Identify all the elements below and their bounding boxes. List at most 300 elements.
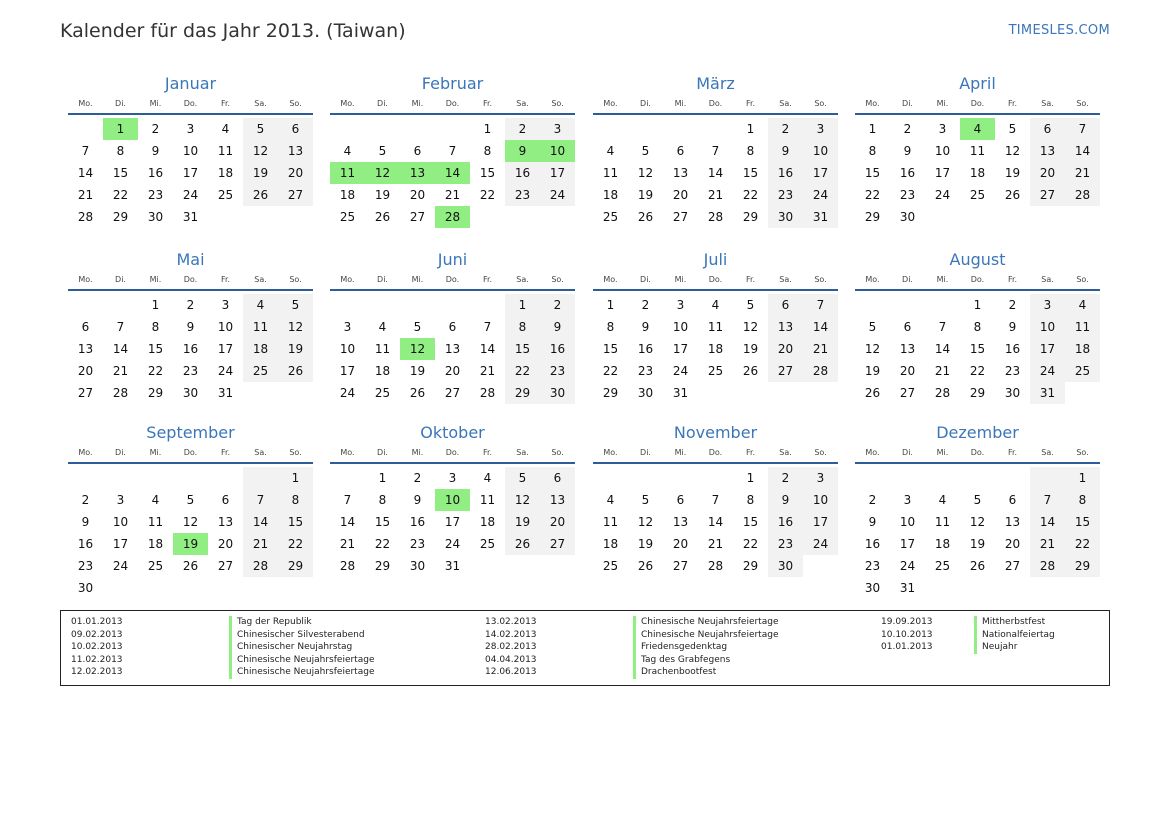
- day-cell-empty: [1065, 382, 1100, 404]
- weekday-header: [855, 95, 1100, 115]
- weekday-label: Sa.: [779, 275, 792, 284]
- day-cell: 16: [864, 537, 881, 551]
- day-cell: 1: [151, 298, 160, 312]
- day-cell: 6: [1030, 118, 1065, 140]
- day-cell-empty: [890, 467, 925, 489]
- weekday-label: Mo.: [603, 99, 618, 108]
- day-cell: 20: [768, 338, 803, 360]
- day-cell: 6: [540, 467, 575, 489]
- day-cell: 10: [112, 515, 129, 529]
- day-cell: 22: [602, 364, 619, 378]
- day-grid: [593, 294, 838, 404]
- day-cell: 24: [217, 364, 234, 378]
- day-cell: 17: [540, 162, 575, 184]
- day-cell: 30: [768, 555, 803, 577]
- day-cell: 25: [602, 210, 619, 224]
- weekday-label: So.: [814, 448, 827, 457]
- weekday-label: Do.: [970, 448, 985, 457]
- month-mai: [68, 249, 313, 404]
- day-cell: 25: [1065, 360, 1100, 382]
- day-cell: 16: [409, 515, 426, 529]
- day-cell: 21: [1030, 533, 1065, 555]
- day-cell: 4: [1065, 294, 1100, 316]
- day-cell: 4: [711, 298, 720, 312]
- day-cell: 3: [1030, 294, 1065, 316]
- day-cell: 23: [899, 188, 916, 202]
- month-name: August: [949, 250, 1006, 269]
- day-cell: 15: [112, 166, 129, 180]
- day-cell-empty: [330, 118, 365, 140]
- weekday-label: So.: [551, 448, 564, 457]
- legend-date: 09.02.2013: [71, 629, 123, 640]
- day-cell: 22: [969, 364, 986, 378]
- day-cell: 18: [602, 537, 619, 551]
- weekday-label: Di.: [377, 99, 388, 108]
- month-dezember: [855, 422, 1100, 599]
- day-cell: 17: [672, 342, 689, 356]
- day-cell: 1: [505, 294, 540, 316]
- day-cell: 11: [969, 144, 986, 158]
- day-cell: 31: [182, 210, 199, 224]
- day-cell: 7: [938, 320, 947, 334]
- day-cell: 16: [1004, 342, 1021, 356]
- month-name: April: [959, 74, 996, 93]
- day-cell: 21: [77, 188, 94, 202]
- legend-date: 11.02.2013: [71, 654, 123, 665]
- day-cell: 18: [147, 537, 164, 551]
- day-cell: 8: [868, 144, 877, 158]
- day-cell: 25: [147, 559, 164, 573]
- weekday-header: [593, 444, 838, 464]
- month-name: Oktober: [420, 423, 485, 442]
- day-cell: 1: [378, 471, 387, 485]
- day-cell: 20: [899, 364, 916, 378]
- day-cell-empty: [470, 294, 505, 316]
- day-cell: 25: [479, 537, 496, 551]
- day-cell: 14: [112, 342, 129, 356]
- day-cell: 2: [151, 122, 160, 136]
- day-cell: 23: [77, 559, 94, 573]
- weekday-label: Sa.: [254, 275, 267, 284]
- day-cell: 18: [243, 338, 278, 360]
- weekday-label: Fr.: [220, 99, 231, 108]
- weekday-label: Do.: [183, 275, 198, 284]
- weekday-label: Do.: [970, 99, 985, 108]
- day-cell: 15: [1065, 511, 1100, 533]
- day-cell: 15: [864, 166, 881, 180]
- day-cell: 13: [444, 342, 461, 356]
- day-cell: 30: [540, 382, 575, 404]
- day-cell: 7: [116, 320, 125, 334]
- legend-date: 12.06.2013: [485, 667, 537, 677]
- legend-holiday-name: Tag der Republik: [229, 616, 312, 629]
- day-cell: 31: [444, 559, 461, 573]
- day-cell: 25: [934, 559, 951, 573]
- day-cell: 12: [400, 338, 435, 360]
- weekday-label: Mi.: [936, 275, 949, 284]
- day-cell: 7: [448, 144, 457, 158]
- day-cell: 19: [173, 533, 208, 555]
- day-cell: 20: [672, 188, 689, 202]
- weekday-header: [68, 271, 313, 291]
- day-cell: 21: [479, 364, 496, 378]
- day-cell: 6: [448, 320, 457, 334]
- day-cell: 11: [330, 162, 365, 184]
- weekday-label: Mi.: [149, 448, 162, 457]
- day-cell: 12: [742, 320, 759, 334]
- legend-date: 28.02.2013: [485, 642, 537, 652]
- day-cell: 2: [903, 122, 912, 136]
- weekday-label: Mo.: [78, 448, 93, 457]
- day-cell-empty: [243, 382, 278, 404]
- day-cell: 1: [868, 122, 877, 136]
- weekday-label: Di.: [377, 448, 388, 457]
- day-cell: 28: [934, 386, 951, 400]
- day-cell: 27: [672, 210, 689, 224]
- day-cell: 27: [540, 533, 575, 555]
- day-cell-empty: [470, 206, 505, 228]
- day-cell: 14: [1065, 140, 1100, 162]
- brand-logo-text[interactable]: TIMESLES.COM: [1008, 23, 1110, 38]
- weekday-label: Fr.: [745, 275, 756, 284]
- day-cell: 6: [1008, 493, 1017, 507]
- legend-holiday-name: Chinesischer Neujahrstag: [229, 641, 352, 654]
- weekday-label: So.: [551, 275, 564, 284]
- day-cell: 8: [746, 493, 755, 507]
- day-cell: 5: [278, 294, 313, 316]
- weekday-header: [68, 95, 313, 115]
- month-name: Dezember: [936, 423, 1019, 442]
- weekday-label: Mi.: [149, 275, 162, 284]
- weekday-label: Sa.: [1041, 448, 1054, 457]
- month-name: November: [673, 423, 758, 442]
- day-grid: [330, 467, 575, 577]
- day-cell: 17: [803, 511, 838, 533]
- day-cell: 21: [1065, 162, 1100, 184]
- day-cell-empty: [138, 467, 173, 489]
- day-cell: 4: [606, 144, 615, 158]
- day-cell: 21: [243, 533, 278, 555]
- day-cell: 4: [378, 320, 387, 334]
- weekday-header: [330, 444, 575, 464]
- day-cell: 1: [973, 298, 982, 312]
- legend-date: 04.04.2013: [485, 654, 537, 665]
- day-cell: 27: [899, 386, 916, 400]
- weekday-header: [593, 95, 838, 115]
- day-cell: 6: [903, 320, 912, 334]
- weekday-label: Fr.: [1007, 275, 1018, 284]
- day-cell: 26: [409, 386, 426, 400]
- day-cell: 10: [899, 515, 916, 529]
- day-cell-empty: [925, 294, 960, 316]
- day-cell-empty: [1030, 206, 1065, 228]
- day-cell: 8: [151, 320, 160, 334]
- day-cell: 4: [606, 493, 615, 507]
- weekday-header: [593, 271, 838, 291]
- day-cell: 5: [505, 467, 540, 489]
- day-cell: 5: [1008, 122, 1017, 136]
- day-cell-empty: [243, 206, 278, 228]
- day-cell-empty: [890, 294, 925, 316]
- day-cell: 4: [151, 493, 160, 507]
- day-cell: 30: [182, 386, 199, 400]
- day-cell: 8: [116, 144, 125, 158]
- day-cell: 15: [742, 515, 759, 529]
- day-cell: 3: [186, 122, 195, 136]
- day-cell: 20: [409, 188, 426, 202]
- day-cell-empty: [628, 467, 663, 489]
- day-cell: 6: [413, 144, 422, 158]
- day-cell: 19: [1004, 166, 1021, 180]
- day-cell-empty: [243, 577, 278, 599]
- weekday-label: Do.: [970, 275, 985, 284]
- day-cell: 13: [540, 489, 575, 511]
- day-cell: 2: [81, 493, 90, 507]
- day-cell: 17: [803, 162, 838, 184]
- day-cell: 15: [374, 515, 391, 529]
- day-cell-empty: [208, 577, 243, 599]
- legend-holiday-name: Chinesischer Silvesterabend: [229, 629, 365, 642]
- day-cell: 17: [339, 364, 356, 378]
- day-cell: 11: [602, 166, 619, 180]
- day-cell: 22: [147, 364, 164, 378]
- day-cell-empty: [103, 294, 138, 316]
- weekday-label: So.: [1076, 99, 1089, 108]
- day-cell: 29: [112, 210, 129, 224]
- day-cell: 29: [278, 555, 313, 577]
- day-cell: 30: [768, 206, 803, 228]
- day-cell: 21: [803, 338, 838, 360]
- day-cell-empty: [698, 118, 733, 140]
- day-cell: 15: [147, 342, 164, 356]
- weekday-label: Mi.: [936, 99, 949, 108]
- day-grid: [68, 118, 313, 228]
- day-cell-empty: [68, 294, 103, 316]
- day-cell: 14: [339, 515, 356, 529]
- day-cell: 3: [676, 298, 685, 312]
- weekday-label: Di.: [902, 99, 913, 108]
- day-cell: 27: [768, 360, 803, 382]
- day-cell: 19: [637, 188, 654, 202]
- day-cell-empty: [173, 577, 208, 599]
- day-cell: 14: [707, 166, 724, 180]
- day-cell-empty: [365, 294, 400, 316]
- weekday-label: Do.: [445, 99, 460, 108]
- day-cell: 14: [707, 515, 724, 529]
- month-april: [855, 73, 1100, 228]
- day-cell: 23: [505, 184, 540, 206]
- day-cell: 22: [1065, 533, 1100, 555]
- day-cell: 29: [602, 386, 619, 400]
- day-cell: 19: [864, 364, 881, 378]
- day-cell: 3: [938, 122, 947, 136]
- weekday-label: Do.: [708, 448, 723, 457]
- day-cell: 13: [217, 515, 234, 529]
- day-cell: 28: [707, 559, 724, 573]
- day-cell: 9: [81, 515, 90, 529]
- day-cell: 5: [746, 298, 755, 312]
- day-cell-empty: [68, 118, 103, 140]
- day-cell: 31: [1030, 382, 1065, 404]
- day-cell: 14: [934, 342, 951, 356]
- weekday-label: Mo.: [78, 275, 93, 284]
- day-cell: 18: [479, 515, 496, 529]
- day-cell: 4: [343, 144, 352, 158]
- day-cell: 24: [112, 559, 129, 573]
- day-cell: 26: [505, 533, 540, 555]
- day-cell: 18: [1065, 338, 1100, 360]
- weekday-label: Do.: [183, 99, 198, 108]
- day-cell: 26: [742, 364, 759, 378]
- day-grid: [855, 467, 1100, 599]
- day-cell: 18: [374, 364, 391, 378]
- day-cell: 27: [217, 559, 234, 573]
- day-cell: 25: [602, 559, 619, 573]
- day-cell: 1: [746, 122, 755, 136]
- day-cell: 10: [435, 489, 470, 511]
- weekday-header: [855, 444, 1100, 464]
- day-cell-empty: [698, 467, 733, 489]
- page-title: Kalender für das Jahr 2013. (Taiwan): [60, 20, 406, 42]
- day-cell: 16: [768, 162, 803, 184]
- day-cell: 11: [147, 515, 164, 529]
- day-cell: 17: [934, 166, 951, 180]
- day-cell-empty: [663, 118, 698, 140]
- weekday-label: Sa.: [516, 448, 529, 457]
- day-cell: 21: [934, 364, 951, 378]
- day-cell-empty: [768, 382, 803, 404]
- month-november: [593, 422, 838, 577]
- day-cell: 10: [339, 342, 356, 356]
- day-cell-empty: [208, 206, 243, 228]
- day-cell: 17: [1030, 338, 1065, 360]
- weekday-header: [330, 271, 575, 291]
- day-cell: 8: [278, 489, 313, 511]
- weekday-label: So.: [289, 275, 302, 284]
- day-cell: 13: [672, 515, 689, 529]
- day-cell-empty: [663, 467, 698, 489]
- month-name: Juli: [703, 250, 728, 269]
- day-cell: 24: [540, 184, 575, 206]
- day-cell: 7: [243, 489, 278, 511]
- legend-holiday-name: Chinesische Neujahrsfeiertage: [229, 654, 374, 667]
- day-cell: 1: [1065, 467, 1100, 489]
- day-cell: 10: [182, 144, 199, 158]
- day-cell: 29: [864, 210, 881, 224]
- day-cell: 13: [672, 166, 689, 180]
- day-cell: 3: [903, 493, 912, 507]
- weekday-label: So.: [289, 99, 302, 108]
- day-cell: 9: [540, 316, 575, 338]
- weekday-label: So.: [1076, 275, 1089, 284]
- day-cell-empty: [960, 577, 995, 599]
- month-januar: [68, 73, 313, 228]
- weekday-label: Di.: [640, 448, 651, 457]
- day-cell: 24: [182, 188, 199, 202]
- day-cell: 28: [339, 559, 356, 573]
- legend-holiday-name: Neujahr: [974, 641, 1017, 654]
- weekday-label: Sa.: [1041, 275, 1054, 284]
- day-cell: 17: [217, 342, 234, 356]
- weekday-label: So.: [551, 99, 564, 108]
- month-name: September: [146, 423, 235, 442]
- day-cell: 11: [707, 320, 724, 334]
- weekday-label: Do.: [445, 448, 460, 457]
- weekday-label: Sa.: [516, 275, 529, 284]
- day-cell: 18: [602, 188, 619, 202]
- day-cell: 26: [182, 559, 199, 573]
- day-cell: 8: [1065, 489, 1100, 511]
- day-cell: 3: [448, 471, 457, 485]
- day-cell: 12: [365, 162, 400, 184]
- legend-holiday-name: Mittherbstfest: [974, 616, 1045, 629]
- day-cell: 7: [803, 294, 838, 316]
- weekday-label: Mi.: [674, 275, 687, 284]
- day-cell: 21: [444, 188, 461, 202]
- day-cell: 2: [540, 294, 575, 316]
- month-märz: [593, 73, 838, 228]
- day-cell: 16: [77, 537, 94, 551]
- day-cell-empty: [593, 467, 628, 489]
- month-name: Februar: [421, 74, 484, 93]
- day-cell: 26: [969, 559, 986, 573]
- day-cell-empty: [540, 555, 575, 577]
- day-cell: 26: [864, 386, 881, 400]
- day-cell: 3: [221, 298, 230, 312]
- day-cell-empty: [435, 294, 470, 316]
- day-cell: 3: [803, 467, 838, 489]
- day-cell: 19: [243, 162, 278, 184]
- day-cell-empty: [278, 382, 313, 404]
- weekday-label: Di.: [640, 275, 651, 284]
- day-cell: 15: [969, 342, 986, 356]
- day-cell: 26: [1004, 188, 1021, 202]
- weekday-label: Fr.: [1007, 99, 1018, 108]
- day-cell: 22: [505, 360, 540, 382]
- day-cell: 27: [77, 386, 94, 400]
- day-cell: 9: [868, 515, 877, 529]
- weekday-label: Do.: [708, 275, 723, 284]
- weekday-label: Sa.: [254, 448, 267, 457]
- day-cell: 31: [803, 206, 838, 228]
- day-cell: 3: [540, 118, 575, 140]
- day-grid: [330, 294, 575, 404]
- day-cell-empty: [365, 118, 400, 140]
- day-grid: [68, 294, 313, 404]
- day-cell: 28: [479, 386, 496, 400]
- weekday-label: Di.: [115, 448, 126, 457]
- weekday-label: Fr.: [220, 275, 231, 284]
- weekday-header: [855, 271, 1100, 291]
- day-cell: 20: [217, 537, 234, 551]
- day-cell-empty: [278, 206, 313, 228]
- legend-holiday-name: Chinesische Neujahrsfeiertage: [229, 666, 374, 679]
- day-cell: 12: [505, 489, 540, 511]
- weekday-label: Sa.: [779, 448, 792, 457]
- day-cell: 23: [768, 184, 803, 206]
- day-cell: 6: [676, 144, 685, 158]
- day-cell: 6: [278, 118, 313, 140]
- weekday-label: So.: [814, 99, 827, 108]
- day-cell: 29: [147, 386, 164, 400]
- day-cell: 14: [1030, 511, 1065, 533]
- day-cell: 7: [1065, 118, 1100, 140]
- day-cell: 23: [147, 188, 164, 202]
- day-cell: 5: [641, 493, 650, 507]
- day-cell: 8: [746, 144, 755, 158]
- day-cell: 17: [899, 537, 916, 551]
- day-cell: 15: [505, 338, 540, 360]
